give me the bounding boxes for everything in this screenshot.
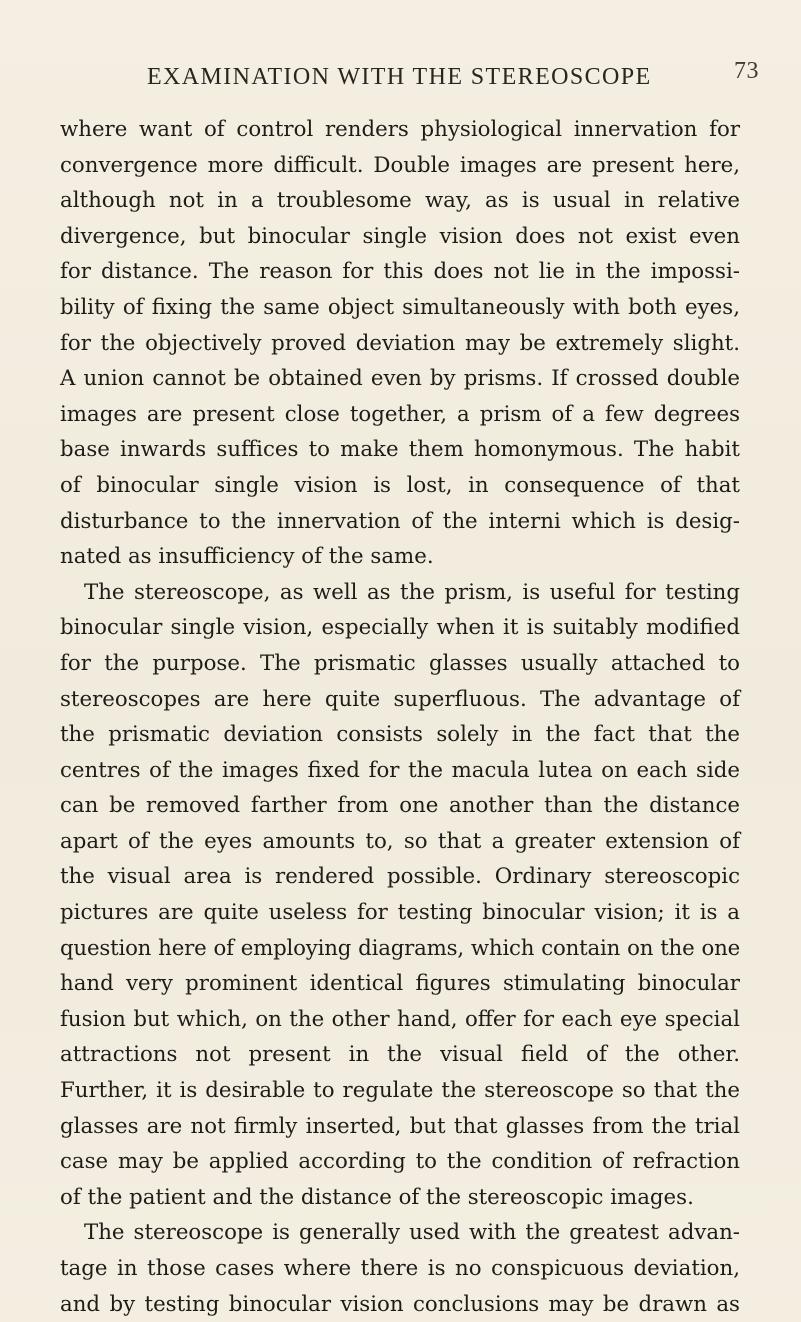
running-head: EXAMINATION WITH THE STEREOSCOPE xyxy=(147,64,652,90)
text-line: question here of employing diagrams, which contain on the one xyxy=(60,935,740,961)
text-line: images are present close together, a prism of a few degrees xyxy=(60,401,740,427)
text-line: tage in those cases where there is no conspicuous deviation, xyxy=(60,1256,740,1281)
body-text xyxy=(60,112,740,1322)
text-line: A union cannot be obtained even by prisms. If crossed double xyxy=(60,366,740,392)
text-line: although not in a troublesome way, as is usual in relative xyxy=(60,188,740,214)
text-line: stereoscopes are here quite superfluous. The advantage of xyxy=(60,686,740,712)
text-line: base inwards suffices to make them homonymous. The habit xyxy=(60,437,740,463)
text-line: Further, it is desirable to regulate the stereoscope so that the xyxy=(60,1078,740,1104)
page-header xyxy=(0,58,801,102)
text-line: binocular single vision, especially when it is suitably modified xyxy=(60,615,740,641)
text-line: convergence more difficult. Double images are present here, xyxy=(60,152,740,178)
text-line: of binocular single vision is lost, in consequence of that xyxy=(60,472,740,498)
text-line: The stereoscope, as well as the prism, is useful for testing xyxy=(84,579,740,605)
text-line: divergence, but binocular single vision does not exist even xyxy=(60,223,740,249)
text-line: The stereoscope is generally used with the greatest advan- xyxy=(84,1220,740,1246)
text-line: the prismatic deviation consists solely in the fact that the xyxy=(60,722,740,748)
page-number: 73 xyxy=(734,58,759,84)
text-line: attractions not present in the visual field of the other. xyxy=(60,1042,740,1068)
text-line: apart of the eyes amounts to, so that a greater extension of xyxy=(60,828,740,854)
text-line: case may be applied according to the condition of refraction xyxy=(60,1149,740,1175)
text-line: hand very prominent identical figures stimulating binocular xyxy=(60,971,740,997)
text-line: glasses are not firmly inserted, but that glasses from the trial xyxy=(60,1113,740,1139)
text-line: disturbance to the innervation of the interni which is desig- xyxy=(60,508,740,534)
text-line: centres of the images fixed for the macula lutea on each side xyxy=(60,757,740,783)
text-line: can be removed farther from one another than the distance xyxy=(60,793,740,819)
text-line: the visual area is rendered possible. Ordinary stereoscopic xyxy=(60,864,740,890)
text-line: nated as insufficiency of the same. xyxy=(60,544,434,570)
text-line: for the purpose. The prismatic glasses usually attached to xyxy=(60,650,740,676)
text-line: and by testing binocular vision conclusions may be drawn as xyxy=(60,1291,740,1317)
text-line: for distance. The reason for this does not lie in the impossi- xyxy=(60,259,740,285)
text-line: pictures are quite useless for testing binocular vision; it is a xyxy=(60,900,740,926)
text-line: of the patient and the distance of the stereoscopic images. xyxy=(60,1184,694,1210)
text-line: where want of control renders physiological innervation for xyxy=(60,117,740,142)
text-line: for the objectively proved deviation may be extremely slight. xyxy=(60,330,740,356)
text-line: bility of fixing the same object simultaneously with both eyes, xyxy=(60,294,740,320)
text-line: fusion but which, on the other hand, offer for each eye special xyxy=(60,1006,740,1032)
